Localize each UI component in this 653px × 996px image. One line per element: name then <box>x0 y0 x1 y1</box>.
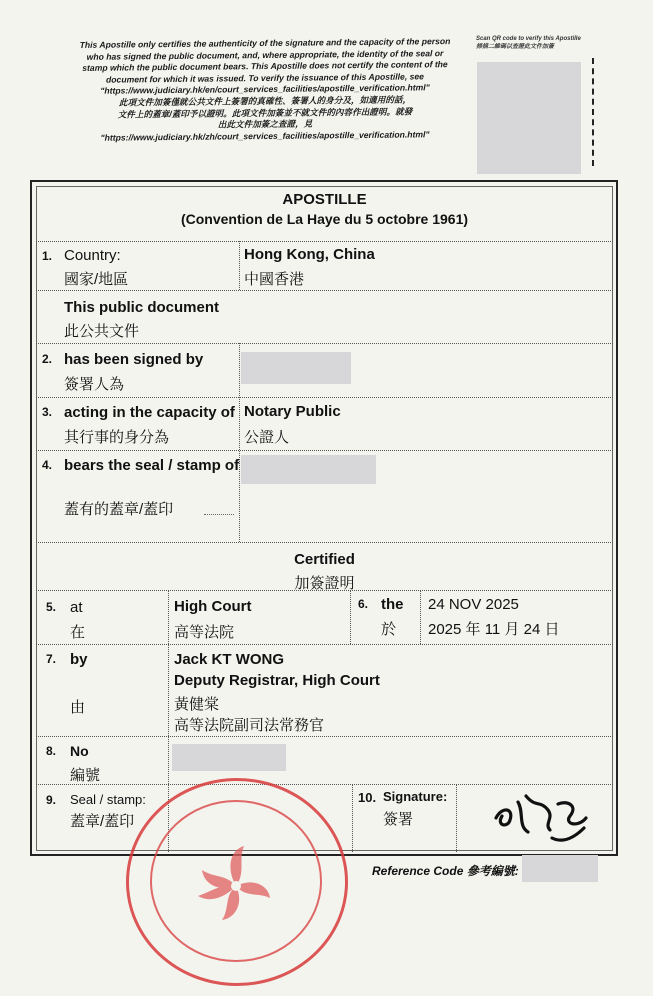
country-label-zh: 國家/地區 <box>64 271 129 288</box>
notice-zh-line: 文件上的蓋章/蓋印予以證明。此項文件加簽並不就文件的內容作出證明。就發 <box>117 106 413 120</box>
bauhinia-emblem-icon <box>186 838 286 934</box>
field-number: 7. <box>46 652 57 666</box>
row-divider <box>36 397 613 398</box>
apostille-notice <box>52 36 478 145</box>
qr-edge-marks <box>592 58 597 166</box>
date-value-zh: 2025 年 11 月 24 日 <box>428 621 560 638</box>
column-divider <box>352 784 353 852</box>
capacity-value: Notary Public <box>244 403 341 420</box>
column-divider <box>350 590 351 644</box>
signature-label: Signature: <box>383 789 448 804</box>
field-number: 6. <box>358 597 369 611</box>
public-document-label-zh: 此公共文件 <box>64 323 140 340</box>
country-label: Country: <box>64 247 121 264</box>
no-label: No <box>70 743 89 759</box>
capacity-value-zh: 公證人 <box>244 429 290 446</box>
row-divider <box>36 784 613 785</box>
no-label-zh: 編號 <box>70 767 101 784</box>
notice-en-line: "https://www.judiciary.hk/en/court_services_facilities/apostille_verification.html" <box>100 82 430 97</box>
seal-of-label: bears the seal / stamp of <box>64 457 240 474</box>
country-value: Hong Kong, China <box>244 246 375 263</box>
by-value-name-zh: 黃健棠 <box>174 696 220 713</box>
row-divider <box>36 644 613 645</box>
handwritten-signature <box>488 788 594 846</box>
public-document-label: This public document <box>64 299 220 316</box>
signer-name-redacted <box>241 352 351 384</box>
apostille-title: APOSTILLE <box>282 191 367 208</box>
notice-zh-line: "https://www.judiciary.hk/zh/court_services_facilities/apostille_verification.html" <box>100 129 430 143</box>
field-number: 4. <box>42 458 53 472</box>
field-number: 3. <box>42 405 53 419</box>
stamp-fragment <box>204 514 234 529</box>
row-divider <box>36 241 613 242</box>
notice-en-line: This Apostille only certifies the authenticity of the signature and the capacity of the person <box>79 36 451 50</box>
column-divider <box>239 343 240 542</box>
field-number: 10. <box>358 790 377 805</box>
notice-zh-line: 出此文件加簽之查證，見 <box>217 118 313 130</box>
column-divider <box>420 590 421 644</box>
row-divider <box>36 450 613 451</box>
signed-by-label: has been signed by <box>64 351 204 368</box>
at-value-zh: 高等法院 <box>174 624 235 641</box>
qr-caption-zh: 掃描二維碼以查證此文件加簽 <box>476 43 555 50</box>
seal-of-label-zh: 蓋有的蓋章/蓋印 <box>64 501 174 518</box>
field-number: 2. <box>42 352 53 366</box>
by-value-name: Jack KT WONG <box>174 651 285 668</box>
capacity-label: acting in the capacity of <box>64 404 235 421</box>
reference-code-label: Reference Code 參考編號: <box>372 864 519 878</box>
column-divider <box>456 784 457 852</box>
seal-stamp-label-zh: 蓋章/蓋印 <box>70 813 135 830</box>
reference-code-redacted <box>522 855 598 882</box>
seal-stamp-label: Seal / stamp: <box>70 792 146 807</box>
column-divider <box>239 241 240 290</box>
notice-en-line: document for which it was issued. To verify the issuance of this Apostille, see <box>106 71 424 85</box>
field-number: 5. <box>46 600 57 614</box>
certified-label-zh: 加簽證明 <box>294 575 355 592</box>
row-divider <box>36 290 613 291</box>
certified-label: Certified <box>294 551 355 568</box>
qr-caption-en: Scan QR code to verify this Apostille <box>476 36 581 42</box>
notice-zh-line: 此項文件加簽僅就公共文件上簽署的真確性、簽署人的身分及，如適用的話， <box>118 94 412 108</box>
by-value-title: Deputy Registrar, High Court <box>174 672 380 689</box>
capacity-label-zh: 其行事的身分為 <box>64 429 170 446</box>
signed-by-label-zh: 簽署人為 <box>64 376 125 393</box>
the-label-zh: 於 <box>381 621 397 638</box>
at-value: High Court <box>174 598 252 615</box>
apostille-subtitle: (Convention de La Haye du 5 octobre 1961) <box>180 211 469 227</box>
the-label: the <box>381 596 404 613</box>
row-divider <box>36 343 613 344</box>
at-label-zh: 在 <box>70 624 86 641</box>
by-label: by <box>70 651 88 668</box>
field-number: 8. <box>46 744 57 758</box>
by-value-title-zh: 高等法院副司法常務官 <box>174 717 325 734</box>
row-divider <box>36 736 613 737</box>
signature-label-zh: 簽署 <box>383 811 414 828</box>
by-label-zh: 由 <box>70 699 86 716</box>
qr-code-redacted[interactable] <box>477 62 581 174</box>
notice-en-line: stamp which the public document bears. This Apostille does not certify the content of the <box>82 59 448 74</box>
apostille-number-redacted <box>172 744 286 771</box>
field-number: 1. <box>42 249 53 263</box>
qr-caption <box>476 36 611 51</box>
notice-en-line: who has signed the public document, and, where appropriate, the identity of the seal or <box>86 47 444 62</box>
seal-owner-redacted <box>241 455 376 484</box>
date-value: 24 NOV 2025 <box>428 596 519 613</box>
field-number: 9. <box>46 793 57 807</box>
country-value-zh: 中國香港 <box>244 271 305 288</box>
row-divider <box>36 542 613 543</box>
at-label: at <box>70 599 83 616</box>
